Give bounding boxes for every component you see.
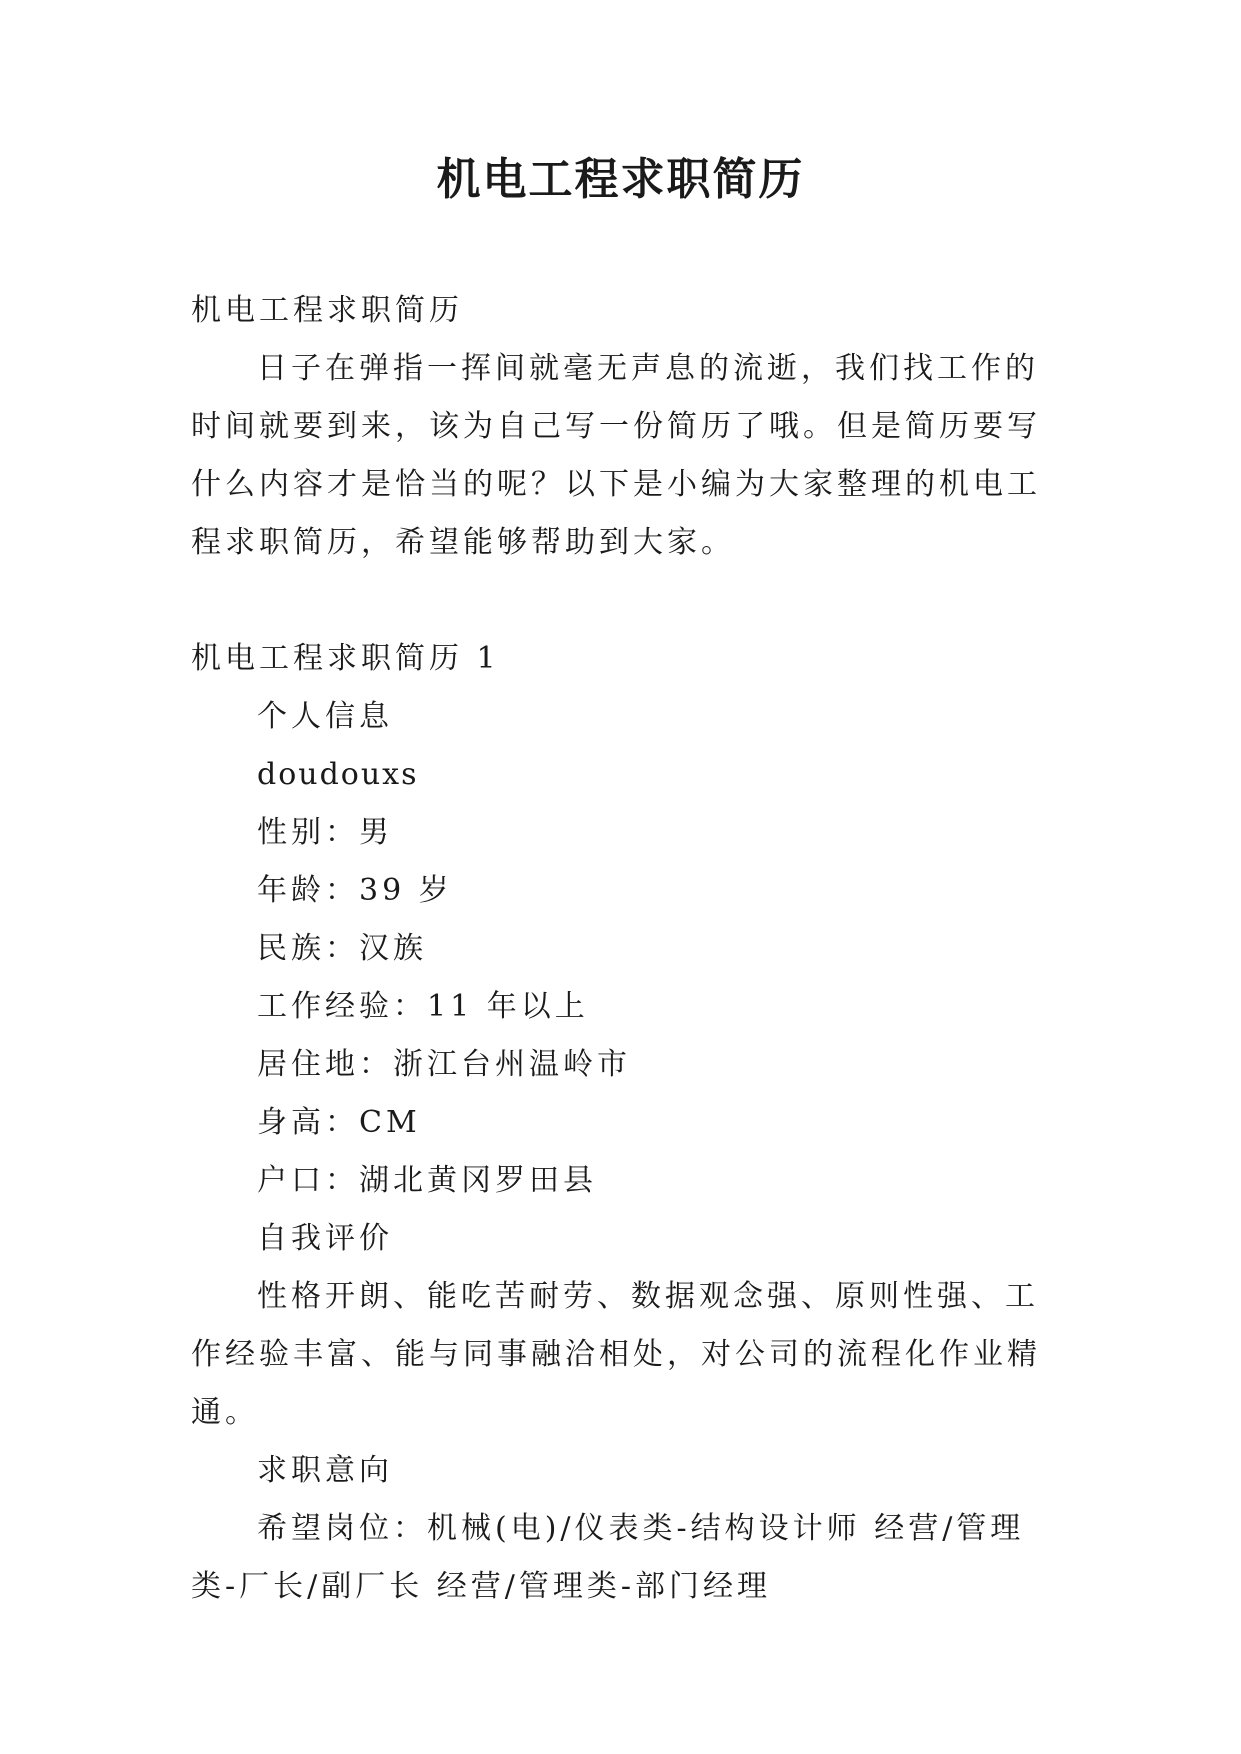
gender-field: 性别：男 — [257, 815, 393, 850]
ethnicity-field: 民族：汉族 — [257, 931, 427, 966]
document-body — [191, 282, 1061, 1616]
intro-paragraph: 日子在弹指一挥间就毫无声息的流逝，我们找工作的时间就要到来，该为自己写一份简历了哦。但是简历要写什么内容才是恰当的呢？以下是小编为大家整理的机电工程求职简历，希望能够帮助到大家。 — [191, 351, 1041, 560]
document-title: 机电工程求职简历 — [436, 154, 805, 205]
self-evaluation-text: 性格开朗、能吃苦耐劳、数据观念强、原则性强、工作经验丰富、能与同事融洽相处，对公司的流程化作业精通。 — [191, 1279, 1041, 1430]
height-field: 身高：CM — [257, 1105, 421, 1140]
paragraph-gap — [191, 572, 1061, 630]
residence-field: 居住地：浙江台州温岭市 — [257, 1047, 631, 1082]
age-field: 年龄：39 岁 — [257, 873, 453, 908]
desired-positions: 希望岗位：机械(电)/仪表类-结构设计师 经营/管理类-厂长/副厂长 经营/管理类-部门经理 — [191, 1511, 1025, 1604]
personal-info-heading: 个人信息 — [257, 699, 393, 734]
applicant-name: doudouxs — [257, 757, 419, 792]
self-evaluation-heading: 自我评价 — [257, 1221, 393, 1256]
job-intention-heading: 求职意向 — [257, 1453, 393, 1488]
subtitle: 机电工程求职简历 — [191, 293, 463, 328]
section-heading: 机电工程求职简历 1 — [191, 641, 500, 676]
hukou-field: 户口：湖北黄冈罗田县 — [257, 1163, 597, 1198]
experience-field: 工作经验：11 年以上 — [257, 989, 589, 1024]
